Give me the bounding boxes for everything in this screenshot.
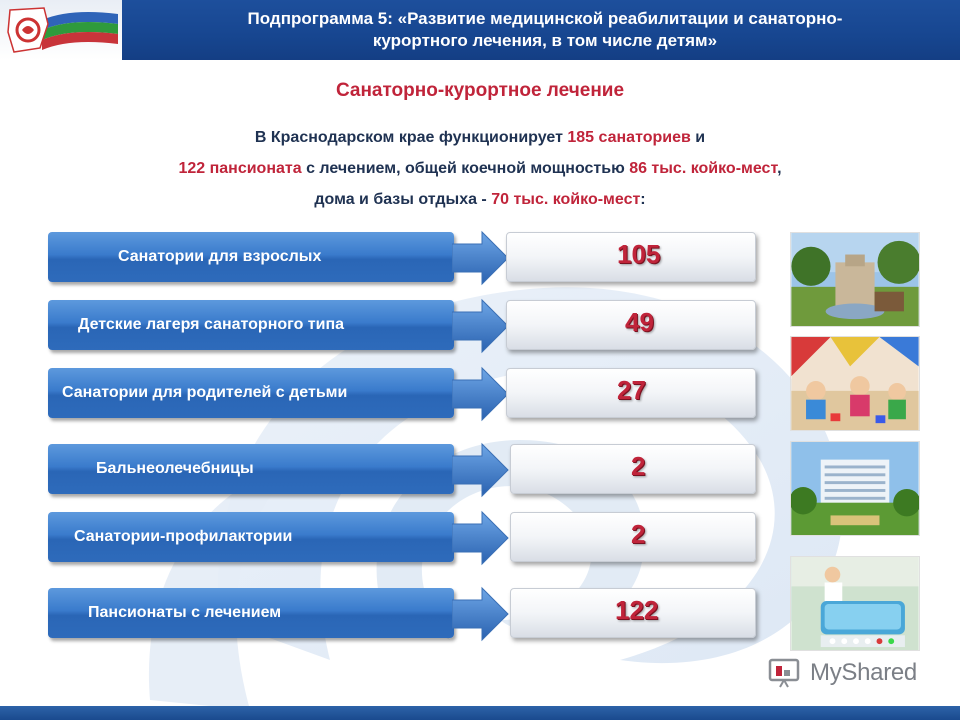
facility-label: Санатории-профилактории xyxy=(74,528,293,545)
watermark-brand: MyShared xyxy=(810,659,917,686)
presentation-icon xyxy=(768,658,804,688)
facility-count: 2 xyxy=(631,451,646,481)
emblem-icon xyxy=(4,4,52,56)
header-bar xyxy=(0,0,960,60)
region-logo xyxy=(0,0,122,60)
intro-text: и xyxy=(690,129,706,146)
facility-count: 105 xyxy=(617,239,661,269)
arrow-right-icon xyxy=(452,510,510,566)
facility-label-bar xyxy=(48,232,454,282)
footer-band xyxy=(0,706,960,720)
intro-highlight: 185 санаториев xyxy=(567,129,691,146)
arrow-right-icon xyxy=(452,586,510,642)
flag-ribbon-icon xyxy=(40,4,120,54)
header-title-line-1: Подпрограмма 5: «Развитие медицинской реабилитации и санаторно- xyxy=(247,9,843,28)
facility-label-bar xyxy=(48,300,454,350)
sanatorium-park-photo xyxy=(790,232,920,327)
intro-highlight: 122 пансионата xyxy=(178,160,302,177)
intro-line-1 xyxy=(40,122,920,153)
myshared-watermark xyxy=(768,658,917,688)
intro-paragraph xyxy=(40,122,920,215)
facility-count: 122 xyxy=(615,595,659,625)
intro-line-3 xyxy=(40,184,920,215)
facility-count-box xyxy=(506,300,756,350)
facility-label: Бальнеолечебницы xyxy=(96,460,254,477)
intro-text: , xyxy=(777,160,782,177)
facility-count-box xyxy=(510,588,756,638)
facility-count-box xyxy=(506,368,756,418)
arrow-right-icon xyxy=(452,298,510,354)
intro-line-2 xyxy=(40,153,920,184)
intro-text: В Краснодарском крае функционирует xyxy=(254,129,568,146)
children-playroom-photo xyxy=(790,336,920,431)
intro-highlight: 86 тыс. койко-мест xyxy=(629,160,778,177)
section-title: Санаторно-курортное лечение xyxy=(335,80,625,101)
balneo-bath-photo xyxy=(790,556,920,651)
intro-text: дома и базы отдыха - xyxy=(314,191,492,208)
resort-building-photo xyxy=(790,441,920,536)
intro-text: : xyxy=(640,191,646,208)
facility-label-bar xyxy=(48,512,454,562)
facility-count: 2 xyxy=(631,519,646,549)
intro-text: с лечением, общей коечной мощностью xyxy=(301,160,630,177)
facility-count-box xyxy=(510,512,756,562)
facility-label: Детские лагеря санаторного типа xyxy=(78,316,345,333)
arrow-right-icon xyxy=(452,366,510,422)
facility-label-bar xyxy=(48,368,454,418)
facility-label-bar xyxy=(48,444,454,494)
header-title xyxy=(150,8,940,52)
facility-count: 49 xyxy=(625,307,654,337)
facility-label: Пансионаты с лечением xyxy=(88,604,282,621)
intro-highlight: 70 тыс. койко-мест xyxy=(491,191,641,208)
facility-label: Санатории для взрослых xyxy=(118,248,322,265)
facility-label-bar xyxy=(48,588,454,638)
facility-count-box xyxy=(506,232,756,282)
facility-label: Санатории для родителей с детьми xyxy=(62,384,348,401)
facility-count-box xyxy=(510,444,756,494)
arrow-right-icon xyxy=(452,230,510,286)
facility-count: 27 xyxy=(617,375,646,405)
arrow-right-icon xyxy=(452,442,510,498)
header-title-line-2: курортного лечения, в том числе детям» xyxy=(372,31,718,50)
